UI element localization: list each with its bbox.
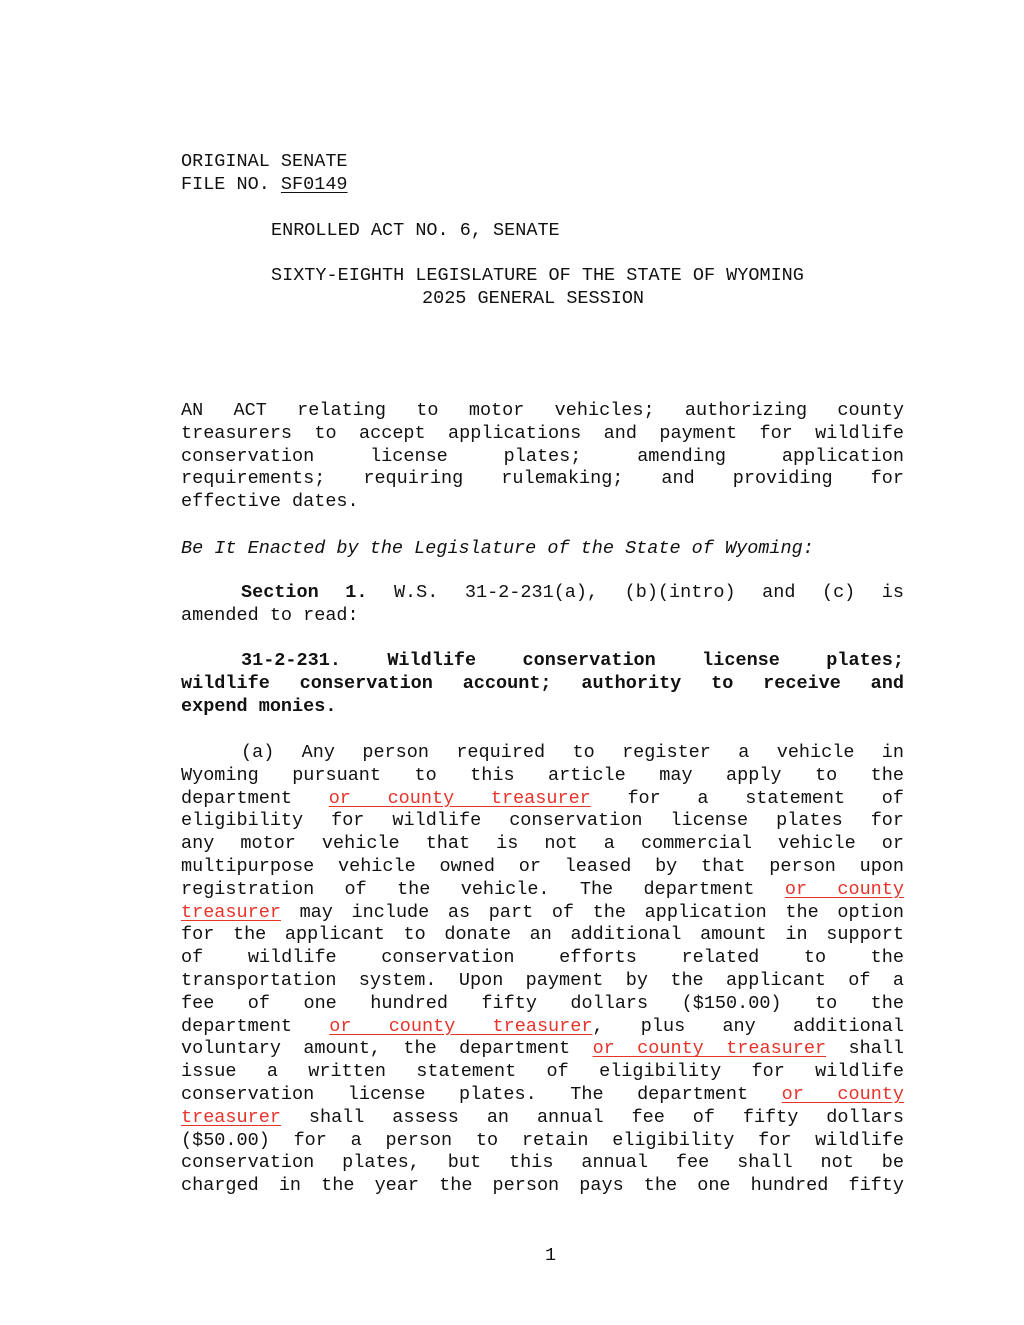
inserted-text: or county treasurer	[328, 787, 591, 809]
para-line: treasurer shall assess an annual fee of fifty dollars	[181, 1106, 904, 1128]
para-line: of wildlife conservation efforts related to the	[181, 947, 904, 969]
file-line1: ORIGINAL SENATE	[181, 151, 348, 172]
act-title-line: effective dates.	[181, 491, 359, 513]
section-text-2: amended to read:	[181, 604, 359, 626]
para-line: issue a written statement of eligibility for wildlife	[181, 1061, 904, 1083]
file-number: SF0149	[280, 174, 348, 195]
para-line: transportation system. Upon payment by the applicant of a	[181, 969, 904, 991]
session-title: 2025 GENERAL SESSION	[422, 288, 645, 309]
para-line: fee of one hundred fifty dollars ($150.00) to the	[181, 992, 904, 1014]
para-line: charged in the year the person pays the one hundred fifty	[181, 1175, 904, 1197]
inserted-text: treasurer	[181, 901, 281, 923]
heading-line: expend monies.	[181, 695, 337, 717]
para-line: any motor vehicle that is not a commercial vehicle or	[181, 833, 904, 855]
para-line: for the applicant to donate an additional amount in support	[181, 924, 904, 946]
file-number-line	[181, 173, 348, 196]
enacting-clause: Be It Enacted by the Legislature of the State of Wyoming:	[181, 538, 814, 559]
act-title	[181, 400, 904, 514]
inserted-text: or county treasurer	[329, 1015, 593, 1037]
para-line: eligibility for wildlife conservation license plates for	[181, 810, 904, 832]
paragraph-a	[181, 742, 904, 1198]
statute-heading	[181, 650, 904, 718]
legislature-title: SIXTY-EIGHTH LEGISLATURE OF THE STATE OF WYOMING	[271, 265, 804, 286]
act-title-line: requirements; requiring rulemaking; and providing for	[181, 468, 904, 490]
para-line: conservation plates, but this annual fee shall not be	[181, 1152, 904, 1174]
inserted-text: or county	[784, 878, 904, 900]
para-line: department or county treasurer, plus any additional	[181, 1015, 904, 1037]
para-line: registration of the vehicle. The department or county	[181, 878, 904, 900]
para-line: voluntary amount, the department or county treasurer shall	[181, 1038, 905, 1060]
heading-line: 31-2-231. Wildlife conservation license plates;	[241, 650, 904, 671]
para-line: (a) Any person required to register a vehicle in	[241, 742, 904, 763]
file-prefix: FILE NO.	[181, 174, 281, 195]
act-title-line: AN ACT relating to motor vehicles; authorizing county	[181, 400, 904, 421]
para-line: ($50.00) for a person to retain eligibility for wildlife	[181, 1129, 904, 1151]
section-label: Section 1.	[241, 582, 368, 603]
inserted-text: treasurer	[181, 1106, 281, 1128]
act-title-line: conservation license plates; amending application	[181, 445, 904, 467]
para-line: conservation license plates. The department or county	[181, 1083, 905, 1105]
section-text: W.S. 31-2-231(a), (b)(intro) and (c) is	[367, 582, 904, 603]
inserted-text: or county treasurer	[592, 1038, 827, 1060]
section-1	[181, 582, 904, 628]
heading-line: wildlife conservation account; authority to receive and	[181, 672, 904, 694]
act-title-line: treasurers to accept applications and payment for wildlife	[181, 422, 904, 444]
inserted-text: or county	[781, 1083, 905, 1105]
para-line: Wyoming pursuant to this article may apply to the	[181, 764, 904, 786]
para-line: treasurer may include as part of the application the option	[181, 901, 904, 923]
enrolled-act: ENROLLED ACT NO. 6, SENATE	[271, 220, 560, 241]
page-number: 1	[545, 1245, 557, 1266]
para-line: department or county treasurer for a statement of	[181, 787, 904, 809]
para-line: multipurpose vehicle owned or leased by that person upon	[181, 855, 904, 877]
